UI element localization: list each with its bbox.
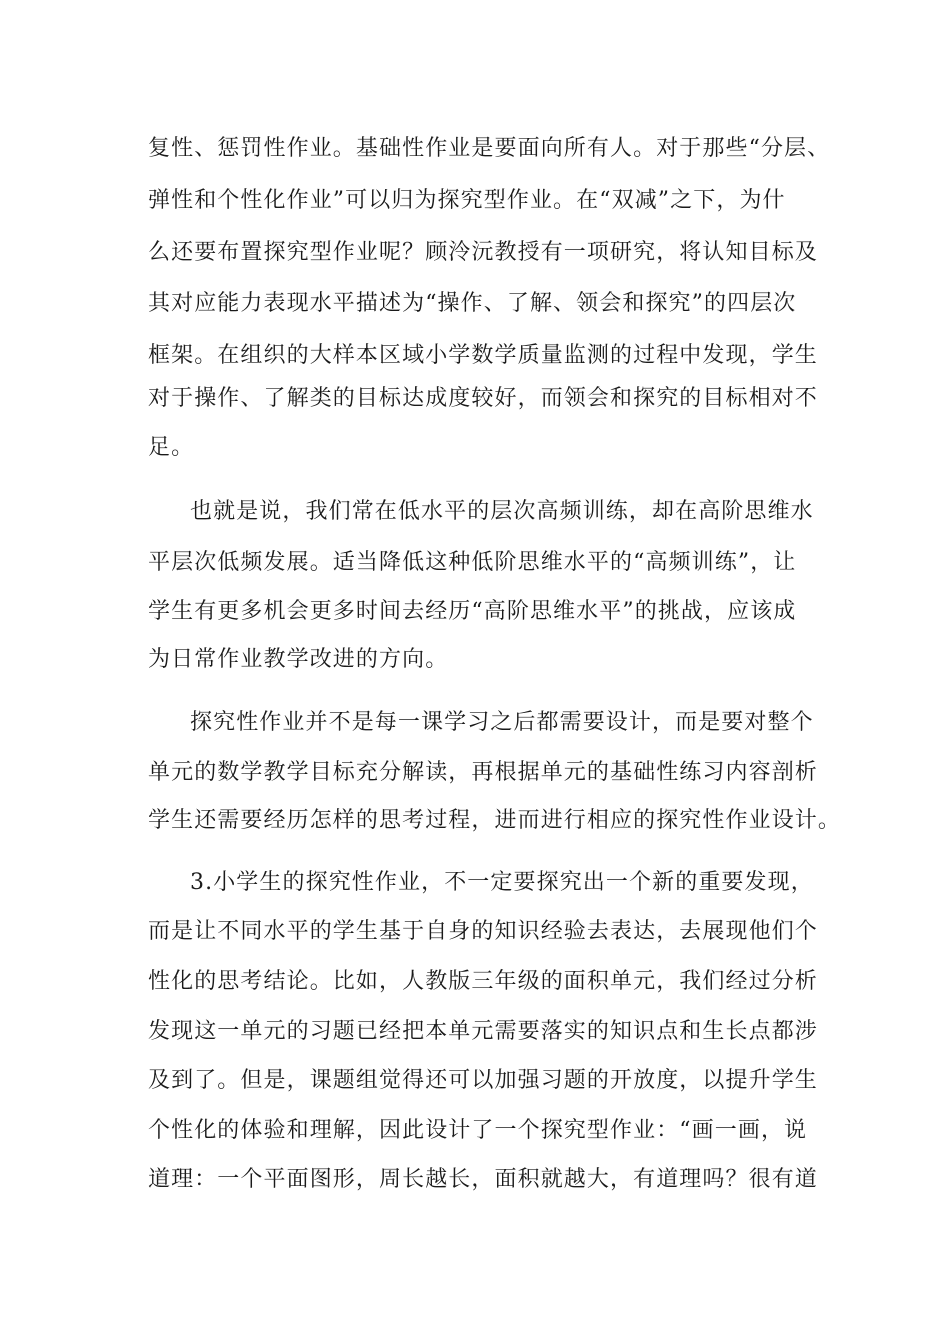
text-line: 其对应能力表现水平描述为“操作、了解、领会和探究”的四层次 [148, 291, 797, 316]
paragraph-first-line: 3.小学生的探究性作业，不一定要探究出一个新的重要发现， [190, 870, 814, 895]
text-line: 对于操作、了解类的目标达成度较好，而领会和探究的目标相对不 [148, 386, 818, 411]
text-line: 性化的思考结论。比如，人教版三年级的面积单元，我们经过分析 [148, 969, 818, 994]
text-line: 及到了。但是，课题组觉得还可以加强习题的开放度，以提升学生 [148, 1068, 818, 1093]
text-line: 学生有更多机会更多时间去经历“高阶思维水平”的挑战，应该成 [148, 599, 797, 624]
text-line: 而是让不同水平的学生基于自身的知识经验去表达，去展现他们个 [148, 919, 818, 944]
text-line: 框架。在组织的大样本区域小学数学质量监测的过程中发现，学生 [148, 343, 818, 368]
text-line: 足。 [148, 435, 195, 460]
text-line: 个性化的体验和理解，因此设计了一个探究型作业：“画一画，说 [148, 1118, 808, 1143]
text-line: 么还要布置探究型作业呢？顾泠沅教授有一项研究，将认知目标及 [148, 240, 818, 265]
paragraph-first-line: 探究性作业并不是每一课学习之后都需要设计，而是要对整个 [190, 710, 814, 735]
text-line: 道理：一个平面图形，周长越长，面积就越大，有道理吗？很有道 [148, 1167, 818, 1192]
text-line: 为日常作业教学改进的方向。 [148, 647, 449, 672]
paragraph-first-line: 也就是说，我们常在低水平的层次高频训练，却在高阶思维水 [190, 499, 814, 524]
text-line: 发现这一单元的习题已经把本单元需要落实的知识点和生长点都涉 [148, 1019, 818, 1044]
text-line: 单元的数学教学目标充分解读，再根据单元的基础性练习内容剖析 [148, 760, 818, 785]
text-line: 平层次低频发展。适当降低这种低阶思维水平的“高频训练”，让 [148, 550, 797, 575]
text-line: 学生还需要经历怎样的思考过程，进而进行相应的探究性作业设计。 [148, 808, 842, 833]
text-line: 弹性和个性化作业”可以归为探究型作业。在“双减”之下，为什 [148, 188, 786, 213]
text-line: 复性、惩罚性作业。基础性作业是要面向所有人。对于那些“分层、 [148, 136, 831, 161]
